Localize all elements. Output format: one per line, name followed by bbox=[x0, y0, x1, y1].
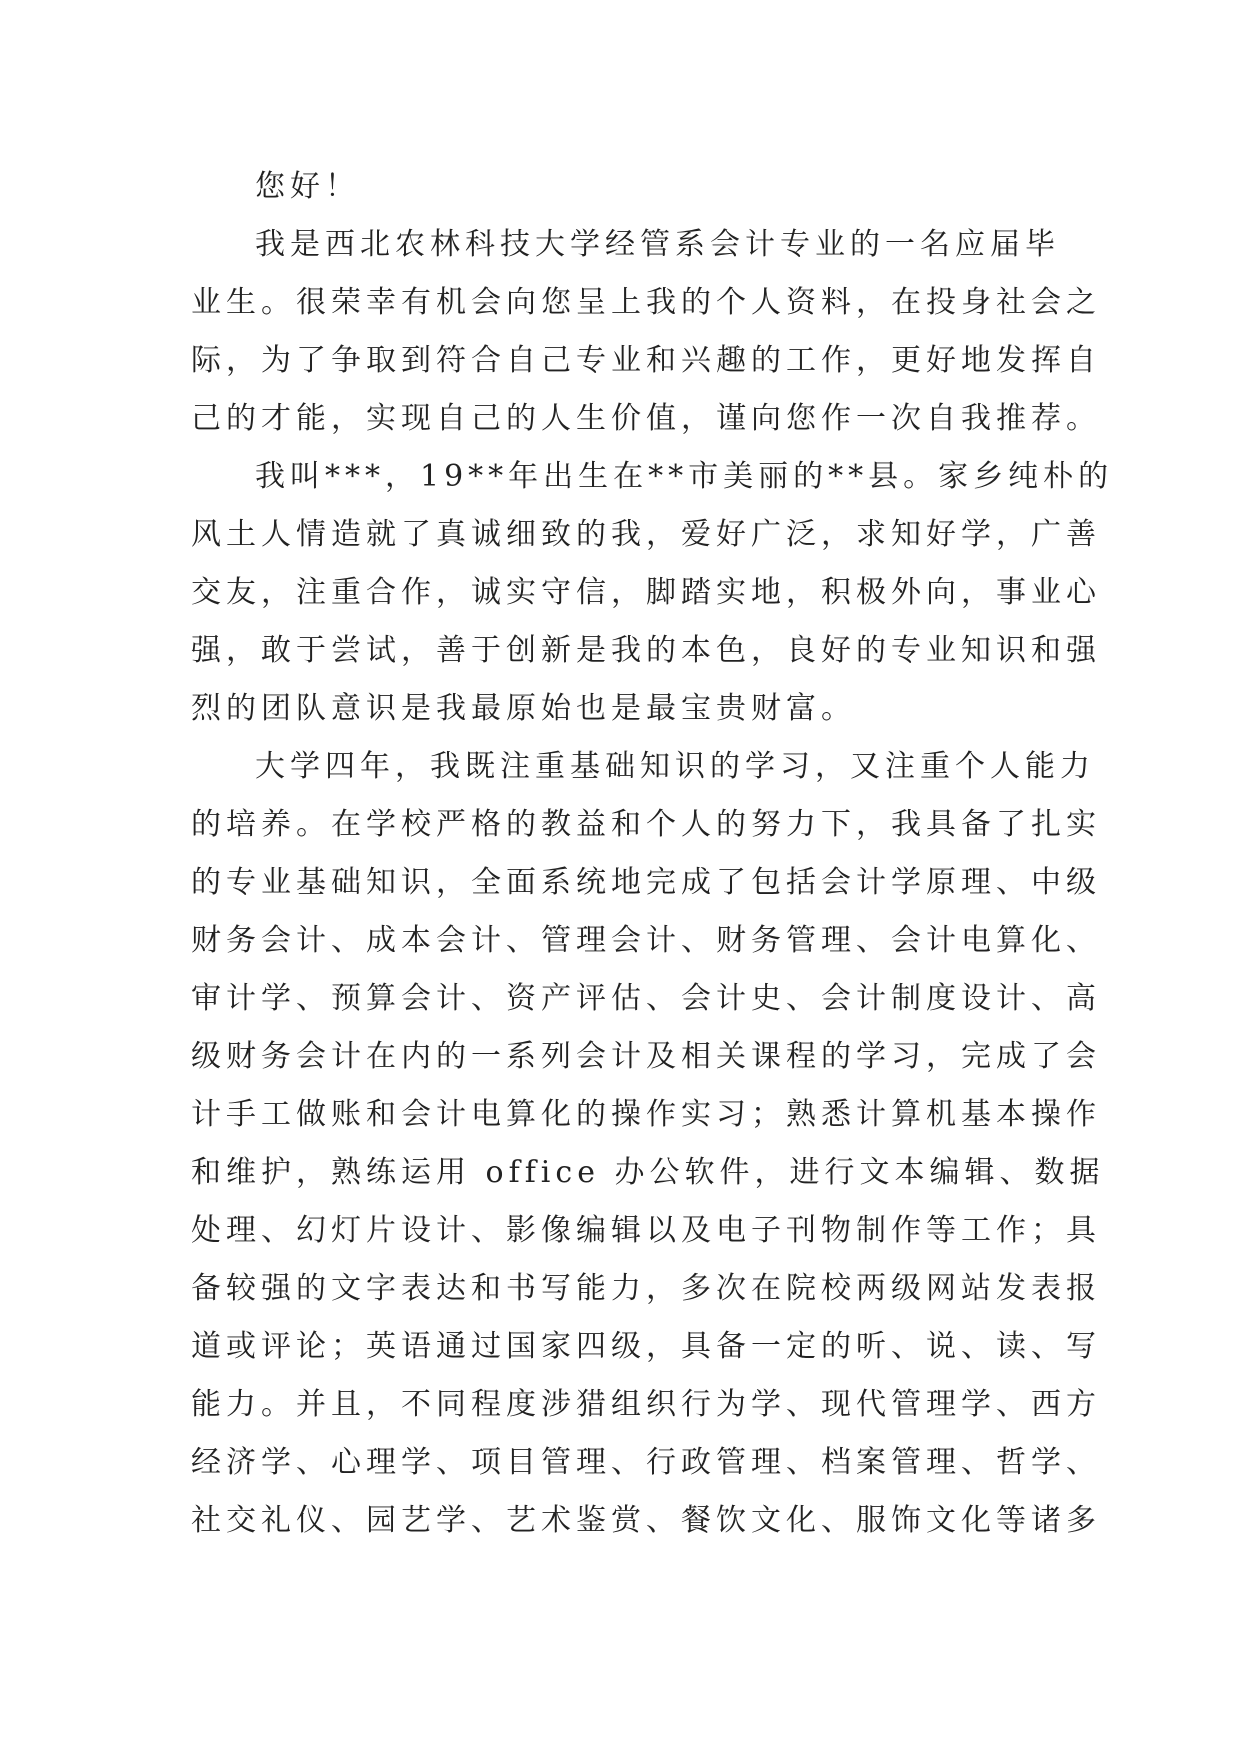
letter-body bbox=[191, 158, 1114, 1550]
text-line: 风土人情造就了真诚细致的我，爱好广泛，求知好学，广善 bbox=[191, 517, 1101, 552]
text-line: 经济学、心理学、项目管理、行政管理、档案管理、哲学、 bbox=[191, 1445, 1101, 1480]
text-line: 级财务会计在内的一系列会计及相关课程的学习，完成了会 bbox=[191, 1039, 1101, 1074]
text-line: 处理、幻灯片设计、影像编辑以及电子刊物制作等工作；具 bbox=[191, 1213, 1101, 1248]
text-line: 能力。并且，不同程度涉猎组织行为学、现代管理学、西方 bbox=[191, 1387, 1101, 1422]
greeting-line: 您好！ bbox=[255, 169, 360, 204]
text-line: 社交礼仪、园艺学、艺术鉴赏、餐饮文化、服饰文化等诸多 bbox=[191, 1503, 1101, 1538]
text-line: 的专业基础知识，全面系统地完成了包括会计学原理、中级 bbox=[191, 865, 1101, 900]
text-line: 财务会计、成本会计、管理会计、财务管理、会计电算化、 bbox=[191, 923, 1101, 958]
text-line: 道或评论；英语通过国家四级，具备一定的听、说、读、写 bbox=[191, 1329, 1101, 1364]
text-line: 业生。很荣幸有机会向您呈上我的个人资料，在投身社会之 bbox=[191, 285, 1101, 320]
text-line: 我是西北农林科技大学经管系会计专业的一名应届毕 bbox=[255, 227, 1060, 262]
text-line: 际，为了争取到符合自己专业和兴趣的工作，更好地发挥自 bbox=[191, 343, 1101, 378]
text-line: 的培养。在学校严格的教益和个人的努力下，我具备了扎实 bbox=[191, 807, 1101, 842]
text-line: 烈的团队意识是我最原始也是最宝贵财富。 bbox=[191, 691, 856, 726]
text-line: 和维护，熟练运用 office 办公软件，进行文本编辑、数据 bbox=[191, 1155, 1105, 1190]
text-line: 备较强的文字表达和书写能力，多次在院校两级网站发表报 bbox=[191, 1271, 1101, 1306]
text-line: 计手工做账和会计电算化的操作实习；熟悉计算机基本操作 bbox=[191, 1097, 1101, 1132]
text-line: 大学四年，我既注重基础知识的学习，又注重个人能力 bbox=[255, 749, 1095, 784]
text-line: 交友，注重合作，诚实守信，脚踏实地，积极外向，事业心 bbox=[191, 575, 1101, 610]
text-line: 强，敢于尝试，善于创新是我的本色，良好的专业知识和强 bbox=[191, 633, 1101, 668]
text-line: 审计学、预算会计、资产评估、会计史、会计制度设计、高 bbox=[191, 981, 1101, 1016]
text-line: 我叫***，19**年出生在**市美丽的**县。家乡纯朴的 bbox=[255, 459, 1114, 494]
text-line: 己的才能，实现自己的人生价值，谨向您作一次自我推荐。 bbox=[191, 401, 1101, 436]
